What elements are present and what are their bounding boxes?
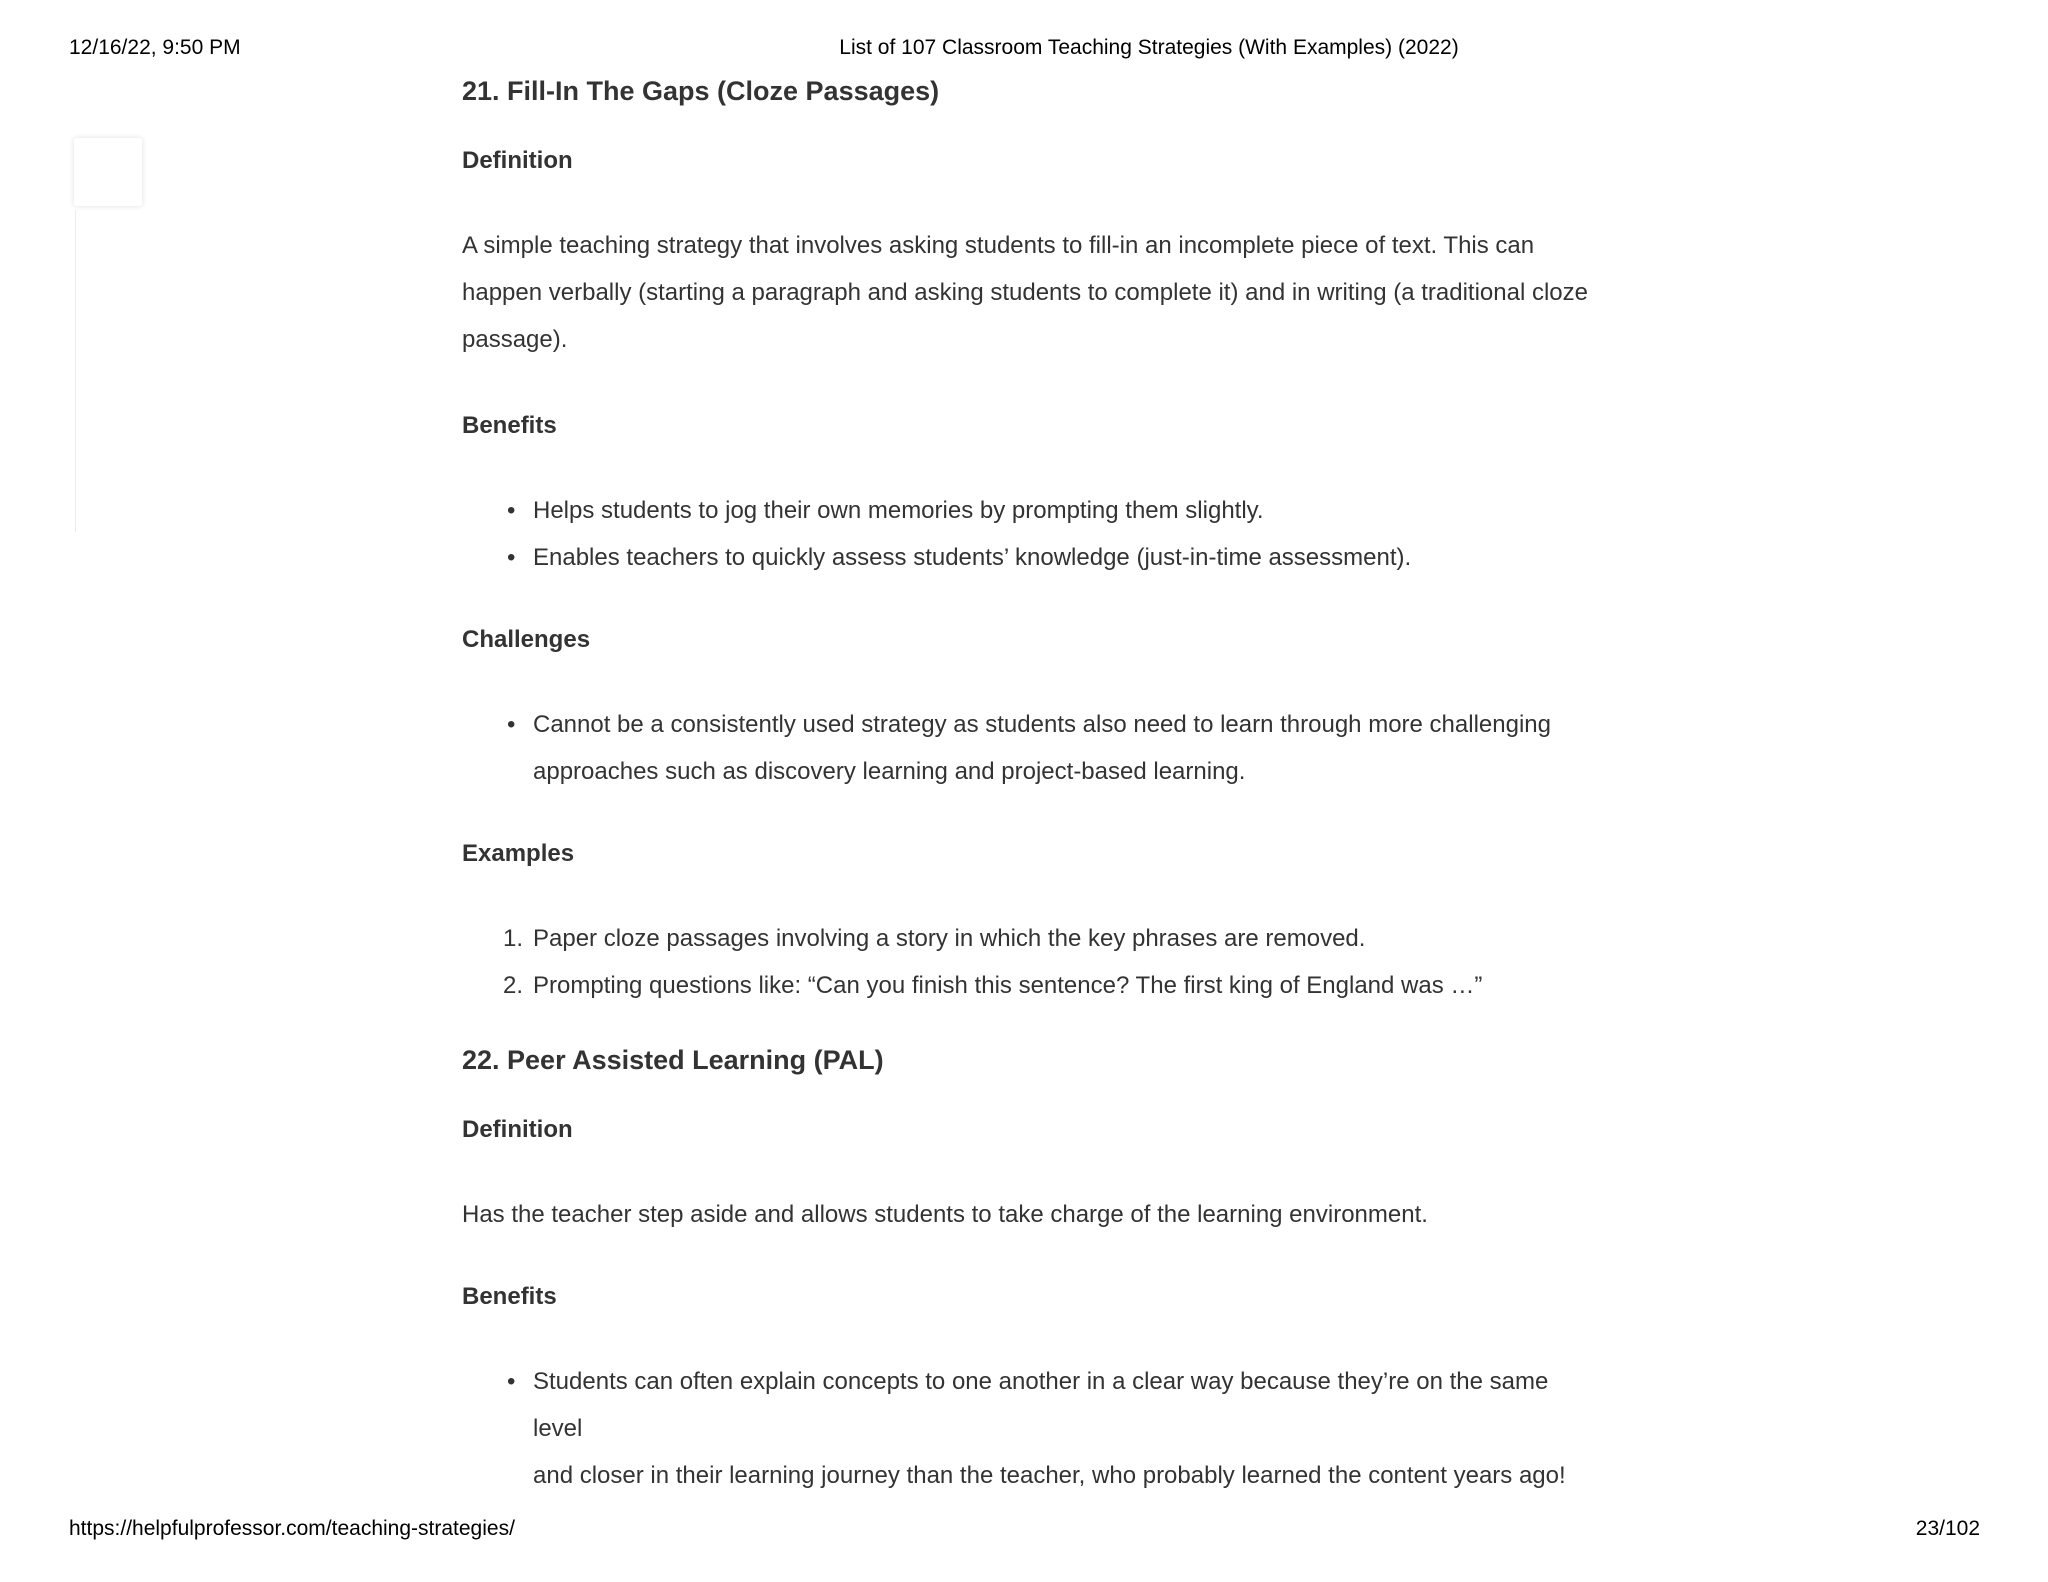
benefits-heading-22: Benefits [462,1283,557,1310]
bullet-marker: • [507,711,516,738]
list-item-text: approaches such as discovery learning and project-based learning. [533,758,1246,785]
section-title-21: 21. Fill-In The Gaps (Cloze Passages) [462,76,940,106]
definition-line: happen verbally (starting a paragraph and asking students to complete it) and in writing (a traditional cloze [462,279,1588,306]
benefits-heading-21: Benefits [462,412,557,439]
definition-line: passage). [462,326,568,353]
number-marker: 2. [503,972,524,999]
list-item-text: and closer in their learning journey than the teacher, who probably learned the content years ago! [533,1462,1566,1489]
print-page-title: List of 107 Classroom Teaching Strategies (With Examples) (2022) [839,36,1459,59]
definition-heading-21: Definition [462,147,573,174]
list-item-text: Cannot be a consistently used strategy as students also need to learn through more challenging [533,711,1551,738]
definition-heading-22: Definition [462,1116,573,1143]
list-item-text: Students can often explain concepts to one another in a clear way because they’re on the same level [533,1368,1549,1442]
definition-line: A simple teaching strategy that involves asking students to fill-in an incomplete piece of text. This can [462,232,1535,259]
bullet-marker: • [507,1368,516,1395]
print-url: https://helpfulprofessor.com/teaching-strategies/ [69,1517,515,1540]
print-page-number: 23/102 [1915,1517,1980,1540]
list-item-text: Prompting questions like: “Can you finish this sentence? The first king of England was …” [533,972,1483,999]
list-item [503,962,1603,1009]
floating-share-card [74,138,142,206]
list-item-text: Paper cloze passages involving a story in which the key phrases are removed. [533,925,1366,952]
list-item [507,701,1603,795]
print-footer [0,1517,2048,1557]
number-marker: 1. [503,925,524,952]
examples-heading-21: Examples [462,840,575,867]
list-item [507,1358,1603,1499]
list-item-text: Helps students to jog their own memories by prompting them slightly. [533,497,1264,524]
list-item-text: Enables teachers to quickly assess students’ knowledge (just-in-time assessment). [533,544,1412,571]
sidebar-divider [75,210,76,532]
definition-text-22 [462,1191,1602,1238]
list-item [507,534,1603,581]
print-datetime: 12/16/22, 9:50 PM [69,36,241,59]
definition-text-21 [462,222,1602,363]
list-item [507,487,1603,534]
bullet-marker: • [507,497,516,524]
challenges-heading-21: Challenges [462,626,591,653]
section-title-22: 22. Peer Assisted Learning (PAL) [462,1045,884,1075]
definition-line: Has the teacher step aside and allows students to take charge of the learning environment. [462,1201,1428,1228]
bullet-marker: • [507,544,516,571]
print-header [0,36,2048,76]
list-item [503,915,1603,962]
